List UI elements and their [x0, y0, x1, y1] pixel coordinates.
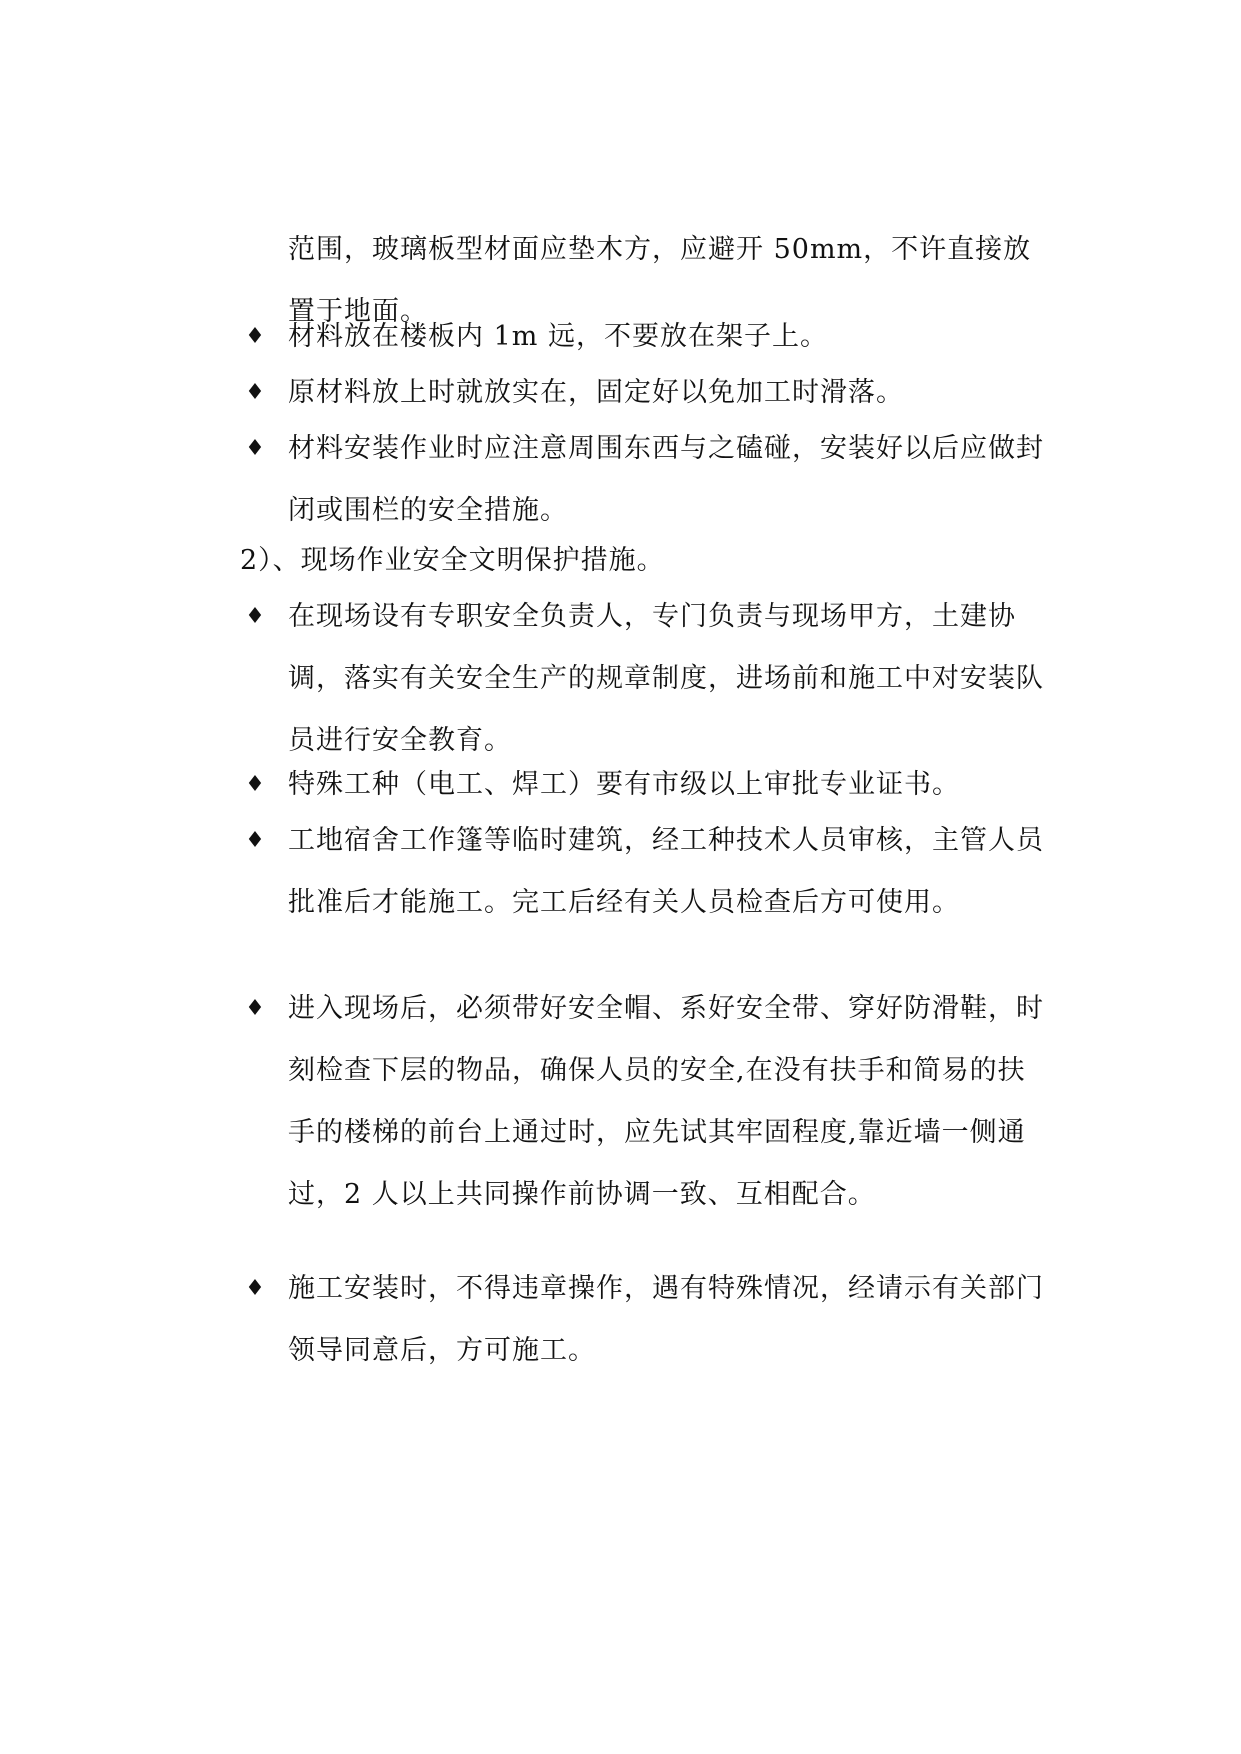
- list-item: 工地宿舍工作篷等临时建筑，经工种技术人员审核，主管人员批准后才能施工。完工后经有关人员检查后方可使用。: [288, 825, 1044, 918]
- bullet-diamond-icon: ♦: [245, 324, 265, 349]
- list-item: 特殊工种（电工、焊工）要有市级以上审批专业证书。: [288, 769, 960, 800]
- bullet-diamond-icon: ♦: [245, 996, 265, 1021]
- list-item: 在现场设有专职安全负责人，专门负责与现场甲方，土建协调，落实有关安全生产的规章制度，进场前和施工中对安装队员进行安全教育。: [288, 601, 1044, 756]
- bullet-diamond-icon: ♦: [245, 1276, 265, 1301]
- list-item: 施工安装时，不得违章操作，遇有特殊情况，经请示有关部门领导同意后，方可施工。: [288, 1273, 1044, 1366]
- bullet-diamond-icon: ♦: [245, 772, 265, 797]
- list-item: 材料放在楼板内 1m 远，不要放在架子上。: [288, 321, 828, 352]
- list-item: 材料安装作业时应注意周围东西与之磕碰，安装好以后应做封闭或围栏的安全措施。: [288, 433, 1044, 526]
- paragraph-continuation: 范围，玻璃板型材面应垫木方，应避开 50mm，不许直接放置于地面。: [288, 234, 1032, 327]
- bullet-diamond-icon: ♦: [245, 380, 265, 405]
- bullet-diamond-icon: ♦: [245, 604, 265, 629]
- list-item: 原材料放上时就放实在，固定好以免加工时滑落。: [288, 377, 904, 408]
- bullet-diamond-icon: ♦: [245, 436, 265, 461]
- list-item: 进入现场后，必须带好安全帽、系好安全带、穿好防滑鞋，时刻检查下层的物品，确保人员的安全,在没有扶手和简易的扶手的楼梯的前台上通过时，应先试其牢固程度,靠近墙一侧通过，2 人以上共同操作前协调一致、互相配合。: [288, 993, 1044, 1210]
- bullet-diamond-icon: ♦: [245, 828, 265, 853]
- section-heading: 2）、现场作业安全文明保护措施。: [240, 545, 665, 576]
